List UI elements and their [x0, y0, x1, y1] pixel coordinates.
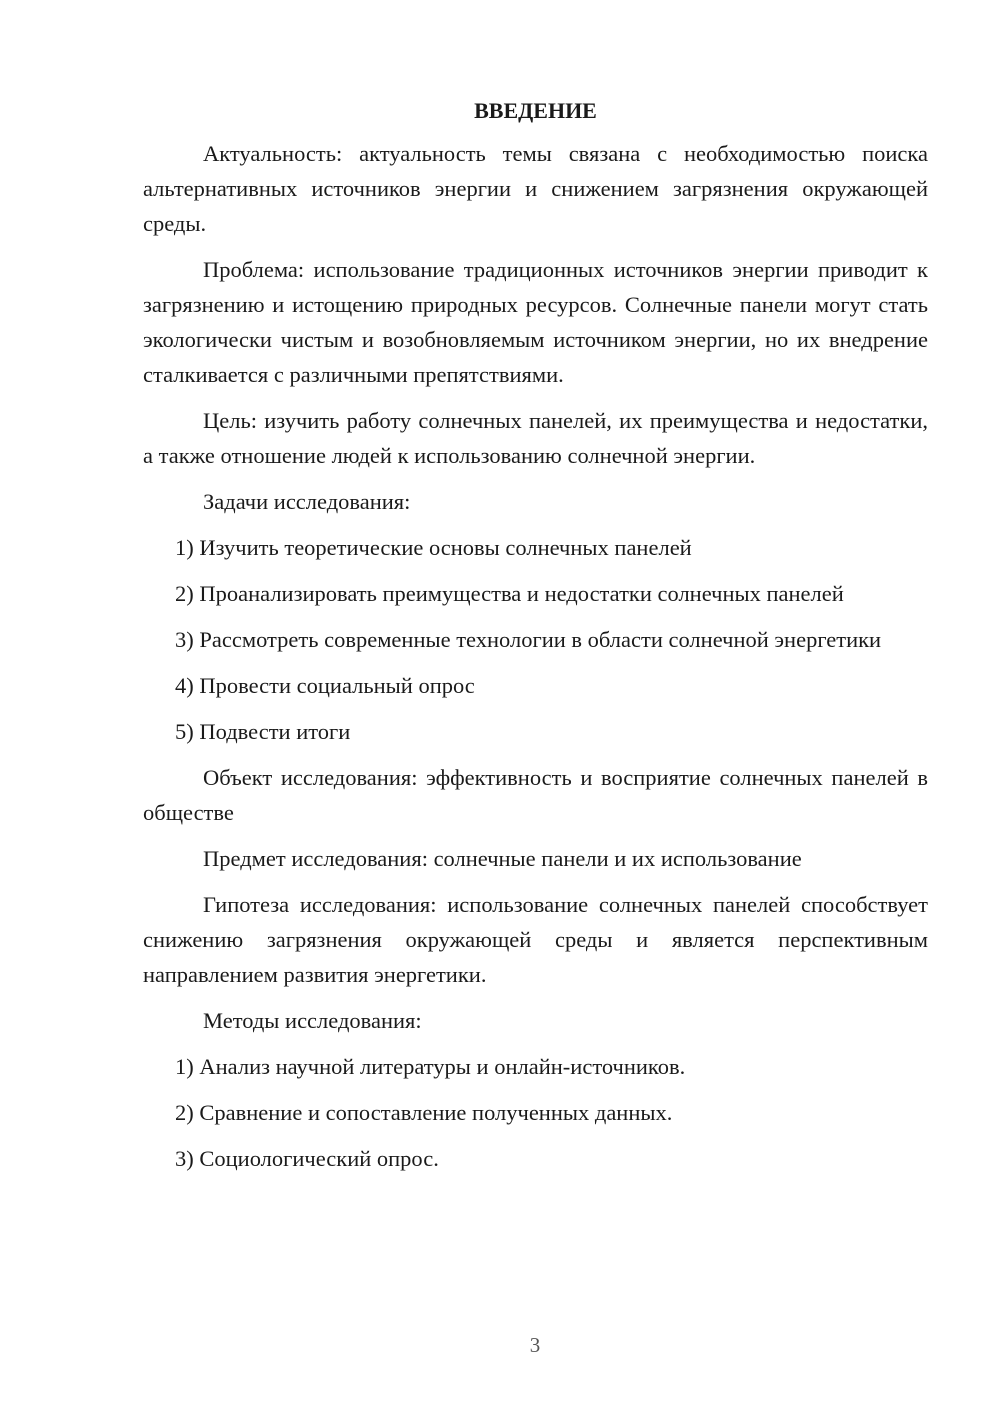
subject-paragraph: Предмет исследования: солнечные панели и их использование: [203, 846, 802, 871]
section-title: ВВЕДЕНИЕ: [474, 98, 597, 123]
relevance-paragraph: Актуальность: актуальность темы связана с необходимостью поиска альтернативных источников энергии и снижением загрязнения окружающей среды.: [143, 141, 928, 236]
task-item: 4) Провести социальный опрос: [175, 673, 475, 698]
method-item: 3) Социологический опрос.: [175, 1146, 439, 1171]
methods-heading: Методы исследования:: [203, 1008, 422, 1033]
tasks-heading: Задачи исследования:: [203, 489, 411, 514]
page-number: 3: [529, 1333, 541, 1357]
goal-paragraph: Цель: изучить работу солнечных панелей, их преимущества и недостатки, а также отношение людей к использованию солнечной энергии.: [143, 408, 928, 468]
object-paragraph: Объект исследования: эффективность и восприятие солнечных панелей в обществе: [143, 765, 928, 825]
method-item: 1) Анализ научной литературы и онлайн-источников.: [175, 1054, 686, 1079]
hypothesis-paragraph: Гипотеза исследования: использование солнечных панелей способствует снижению загрязнения окружающей среды и является перспективным направлением развития энергетики.: [143, 892, 928, 987]
task-item: 3) Рассмотреть современные технологии в области солнечной энергетики: [175, 627, 882, 652]
task-item: 1) Изучить теоретические основы солнечных панелей: [175, 535, 692, 560]
document-body: [143, 96, 928, 1187]
method-item: 2) Сравнение и сопоставление полученных данных.: [175, 1100, 673, 1125]
task-item: 5) Подвести итоги: [175, 719, 351, 744]
task-item: 2) Проанализировать преимущества и недостатки солнечных панелей: [175, 581, 844, 606]
problem-paragraph: Проблема: использование традиционных источников энергии приводит к загрязнению и истощению природных ресурсов. Солнечные панели могут стать экологически чистым и возобновляемым источником энергии, но их внедрение сталкивается с различными препятствиями.: [143, 257, 928, 387]
